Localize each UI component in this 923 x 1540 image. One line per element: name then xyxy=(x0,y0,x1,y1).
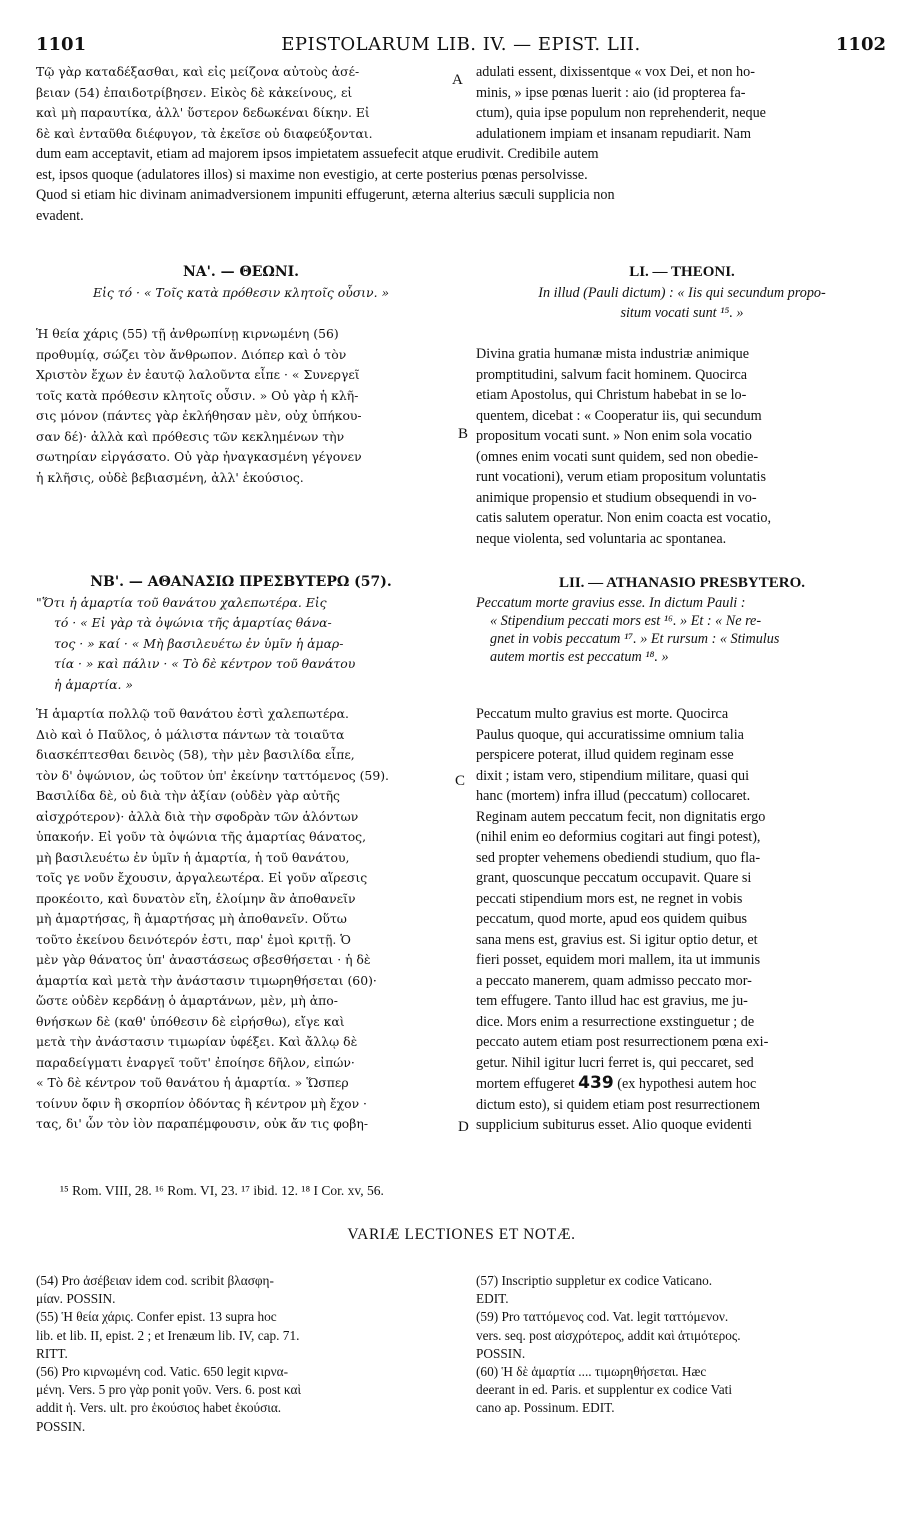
letter52-greek-heading: ΝΒ'. — ΑΘΑΝΑΣΙΩ ΠΡΕΣΒΥΤΕΡΩ (57). xyxy=(90,574,392,590)
text-line: « Τὸ δὲ κέντρον τοῦ θανάτου ἡ ἁμαρτία. » Ὥσπερ xyxy=(36,1075,349,1090)
text-line: dice. Mors enim a resurrectione exstinguetur ; de xyxy=(476,1013,755,1030)
text-line: tem effugere. Tanto illud hac est gravius, me ju- xyxy=(476,993,748,1009)
note-line: μίαν. POSSIN. xyxy=(36,1291,116,1307)
note-line: (57) Inscriptio suppletur ex codice Vaticano. xyxy=(476,1273,713,1288)
letter51-latin-heading: LI. — THEONI. xyxy=(629,264,735,280)
text-line: τοῦτο ἐκείνου δεινότερόν ἐστι, παρ' ἐμοὶ κριτῇ. Ὁ xyxy=(36,931,351,947)
text-line: promptitudini, salvum facit hominem. Quocirca xyxy=(476,366,748,383)
note-line: (60) Ἡ δὲ ἁμαρτία .... τιμωρηθήσεται. Hæc xyxy=(476,1364,707,1380)
note-line: lib. et lib. II, epist. 2 ; et Irenæum lib. IV, cap. 71. xyxy=(36,1327,300,1343)
text-line: Peccatum multo gravius est morte. Quocirca xyxy=(476,706,729,722)
letter51-latin-body xyxy=(476,344,888,549)
text-line: catis salutem operatur. Non enim coacta est vocatio, xyxy=(476,510,772,526)
note-line: (56) Pro κιρνωμένη cod. Vatic. 650 legit κιρνα- xyxy=(36,1364,289,1380)
letter52-greek-subtitle: ἡ ἁμαρτία. » xyxy=(54,676,133,692)
text-line: δὲ καὶ ἐνταῦθα διέφυγον, τὰ ἐκεῖσε οὐ διαφεύξονται. xyxy=(36,125,373,141)
text-line: adulati essent, dixissentque « vox Dei, et non ho- xyxy=(476,64,755,80)
text-line: dum eam acceptavit, etiam ad majorem ipsos impietatem assuefecit atque erudivit. Credibile autem xyxy=(36,146,599,162)
running-header xyxy=(36,34,886,58)
text-line: peccati stipendium mors est, ne regnet in vobis xyxy=(476,890,743,907)
letter52-latin-header xyxy=(476,572,888,666)
text-line: σαν δέ)· ἀλλὰ καὶ πρόθεσις τῶν κεκλημένων τὴν xyxy=(36,428,345,444)
text-line: Βασιλίδα δὲ, οὐ διὰ τὴν ἀξίαν (οὐδὲν γὰρ αὐτῆς xyxy=(36,788,340,803)
text-line: τας, δι' ὧν τὸν ἰὸν παραπέμφουσιν, οὐκ ἄν τις φοβη- xyxy=(36,1116,369,1131)
text-fragment: mortem effugeret xyxy=(476,1076,579,1092)
text-line: παραδείγματι ἐναργεῖ τοῦτ' ἐποίησε δῆλον, εἰπών· xyxy=(36,1054,355,1070)
text-line: διασκέπτεσθαι δεινὸς (58), τὴν μὲν βασιλίδα εἶπε, xyxy=(36,747,355,762)
running-title: EPISTOLARUM LIB. IV. — EPIST. LII. xyxy=(281,34,641,55)
letter52-latin-body xyxy=(476,704,888,1136)
text-line: supplicium subiturus esset. Alio quoque evidenti xyxy=(476,1117,752,1133)
text-line: ὥστε οὐδὲν κερδάνῃ ὁ ἁμαρτάνων, μὲν, μὴ ἀπο- xyxy=(36,993,338,1008)
letter51-greek-header xyxy=(36,262,446,303)
text-line: μὴ ἁμαρτήσας, ἢ ἁμαρτήσας μὴ ἀποθανεῖν. Οὕτω xyxy=(36,911,347,926)
text-line: etiam Apostolus, qui Christum habebat in se lo- xyxy=(476,387,747,403)
letter51-greek-body xyxy=(36,324,446,488)
column-number: 439 xyxy=(578,1073,614,1093)
letter52-greek-header xyxy=(36,572,446,695)
text-line: adulationem impiam et insanam repudiarit. Nam xyxy=(476,125,752,142)
note-line: EDIT. xyxy=(476,1291,509,1307)
note-line: deerant in ed. Paris. et supplentur ex codice Vati xyxy=(476,1382,733,1398)
text-line: μετὰ τὴν ἀνάστασιν τιμωρίαν ὑφέξει. Καὶ ἄλλῳ δὲ xyxy=(36,1034,358,1049)
letter52-greek-subtitle: τό · « Εἰ γὰρ τὰ ὀψώνια τῆς ἁμαρτίας θάνα- xyxy=(54,615,332,630)
text-line: Ἡ θεία χάρις (55) τῇ ἀνθρωπίνῃ κιρνωμένη (56) xyxy=(36,326,339,341)
text-line: σωτηρίαν εἰργάσατο. Οὐ γὰρ ἠναγκασμένη γέγονεν xyxy=(36,449,362,464)
text-line: αἰσχρότερον)· ἀλλὰ διὰ τὴν σφοδρὰν τῶν ἁλόντων xyxy=(36,808,359,824)
letter52-greek-subtitle: τος · » καί · « Μὴ βασιλευέτω ἐν ὑμῖν ἡ ἁμαρ- xyxy=(54,635,344,651)
text-line: Paulus quoque, qui accuratissime omnium talia xyxy=(476,726,744,743)
top-greek-text xyxy=(36,62,446,144)
notes-left-column xyxy=(36,1272,450,1436)
text-line: runt vocationi), verum etiam propositum voluntatis xyxy=(476,469,767,485)
text-line: dictum esto), si quidem etiam post resurrectionem xyxy=(476,1096,761,1113)
text-line: τοῖς γε νοῦν ἔχουσιν, ἀργαλεωτέρα. Εἰ γοῦν αἵρεσις xyxy=(36,870,368,885)
text-line: sed propter vehemens obediendi studium, quo fla- xyxy=(476,849,761,866)
letter51-greek-heading: ΝΑ'. — ΘΕΩΝΙ. xyxy=(182,264,300,280)
text-line: sana mens est, gravius est. Si igitur optio detur, et xyxy=(476,931,758,948)
text-line: grant, quoscunque peccatum occupavit. Quare si xyxy=(476,870,752,886)
text-line: προθυμίᾳ, σώζει τὸν ἄνθρωπον. Διόπερ καὶ ὁ τὸν xyxy=(36,346,347,362)
margin-letter-b: B xyxy=(458,426,469,442)
text-line: προκέοιτο, καὶ δυνατὸν εἴη, ἑλοίμην ἂν ἀποθανεῖν xyxy=(36,890,356,906)
text-line: propositum vocati sunt. » Non enim sola vocatio xyxy=(476,428,752,444)
text-line: ὑπακοήν. Εἰ γοῦν τὰ ὀψώνια τῆς ἁμαρτίας θάνατος, xyxy=(36,829,367,844)
text-line: perspicere poterat, illud quidem reginam esse xyxy=(476,747,734,763)
letter52-latin-heading: LII. — ATHANASIO PRESBYTERO. xyxy=(558,575,806,591)
text-line: μὴ βασιλευέτω ἐν ὑμῖν ἡ ἁμαρτία, ἡ τοῦ θανάτου, xyxy=(36,849,350,865)
text-line: a peccato manerem, quam admisso peccato mor- xyxy=(476,972,752,989)
text-line: Χριστὸν ἔχων ἐν ἑαυτῷ λαλοῦντα εἶπε · « Συνεργεῖ xyxy=(36,367,360,382)
letter52-latin-subtitle: autem mortis est peccatum ¹⁸. » xyxy=(490,649,669,665)
page-number-right: 1102 xyxy=(835,34,886,55)
text-line: hanc (mortem) infra illud (peccatum) collocaret. xyxy=(476,788,751,804)
text-line: Τῷ γὰρ καταδέξασθαι, καὶ εἰς μείζονα αὐτοὺς ἀσέ- xyxy=(36,64,360,79)
letter52-latin-subtitle: gnet in vobis peccatum ¹⁷. » Et rursum : « Stimulus xyxy=(490,631,780,647)
note-line: RITT. xyxy=(36,1345,68,1361)
text-line: Reginam autem peccatum fecit, non dignitatis ergo xyxy=(476,808,766,825)
text-line: τοῖς κατὰ πρόθεσιν κλητοῖς οὖσιν. » Οὐ γὰρ ἡ κλῆ- xyxy=(36,387,359,403)
text-line: σις μόνον (πάντες γὰρ ἐκλήθησαν μὲν, οὐχ ὑπήκου- xyxy=(36,408,362,423)
note-line: (59) Pro ταττόμενος cod. Vat. legit ταττόμενον. xyxy=(476,1309,729,1325)
note-line: (54) Pro ἀσέβειαν idem cod. scribit βλασφη- xyxy=(36,1273,274,1288)
text-line: βειαν (54) ἐπαιδοτρίβησεν. Εἰκὸς δὲ κἀκείνους, εἰ xyxy=(36,84,353,100)
text-line: μὲν γὰρ θάνατος ὑπ' ἀναστάσεως σβεσθήσεται · ἡ δὲ xyxy=(36,952,371,967)
text-line: ἁμαρτία καὶ μετὰ τὴν ἀνάστασιν τιμωρηθήσεται (60)· xyxy=(36,972,377,988)
text-line: (omnes enim vocati sunt quidem, sed non obedie- xyxy=(476,448,759,465)
letter51-latin-header xyxy=(476,262,888,324)
text-line: quentem, dicebat : « Cooperatur iis, qui secundum xyxy=(476,407,762,424)
text-line: fieri posset, equidem mori mallem, ita ut immunis xyxy=(476,952,761,968)
text-fragment: (ex hypothesi autem hoc xyxy=(613,1076,757,1092)
text-line: neque violenta, sed voluntaria ac spontanea. xyxy=(476,530,727,547)
note-line: POSSIN. xyxy=(476,1345,526,1361)
text-line: minis, » ipse pœnas luerit : aio (id propterea fa- xyxy=(476,84,746,101)
text-line: dixit ; istam vero, stipendium militare, quasi qui xyxy=(476,767,750,784)
text-line: θνήσκων δὲ (καθ' ὑπόθεσιν δὲ εἰρήσθω), εἴγε καὶ xyxy=(36,1013,345,1029)
text-line: est, ipsos quoque (adulatores illos) si maxime non evestigio, at certe posterius pœnas persolvisse. xyxy=(36,166,588,183)
letter51-latin-subtitle: In illud (Pauli dictum) : « Iis qui secundum propo- xyxy=(538,284,826,301)
letter51-greek-subtitle: Εἰς τό · « Τοῖς κατὰ πρόθεσιν κλητοῖς οὖσιν. » xyxy=(92,284,390,300)
note-line: vers. seq. post αἰσχρότερος, addit καὶ ἀτιμότερος. xyxy=(476,1327,741,1343)
text-line: animique propensio et studium obsequendi in vo- xyxy=(476,489,757,506)
note-line: addit ἡ. Vers. ult. pro ἑκούσιος habet ἑκούσια. xyxy=(36,1400,282,1416)
letter52-latin-subtitle: « Stipendium peccati mors est ¹⁶. » Et : « Ne re- xyxy=(490,613,762,629)
margin-letter-d: D xyxy=(458,1119,469,1135)
top-latin-text xyxy=(476,62,888,144)
text-line: (nihil enim eo deformius cogitari aut fingi potest), xyxy=(476,829,761,845)
text-line: ctum), quia ipse populum non reprehenderit, neque xyxy=(476,105,766,121)
text-line: evadent. xyxy=(36,207,84,224)
text-line: Ἡ ἁμαρτία πολλῷ τοῦ θανάτου ἐστὶ χαλεπωτέρα. xyxy=(36,706,349,721)
text-line: Διὸ καὶ ὁ Παῦλος, ὁ μάλιστα πάντων τὰ τοιαῦτα xyxy=(36,726,345,742)
letter52-greek-subtitle: τία · » καὶ πάλιν · « Τὸ δὲ κέντρον τοῦ θανάτου xyxy=(54,656,356,671)
margin-letter-a: A xyxy=(452,72,463,88)
footnotes: ¹⁵ Rom. VIII, 28. ¹⁶ Rom. VI, 23. ¹⁷ ibid. 12. ¹⁸ I Cor. xv, 56. xyxy=(60,1183,384,1198)
text-line: peccato autem etiam post resurrectionem pœna exi- xyxy=(476,1034,769,1050)
text-line: peccatum, quod morte, apud eos quidem quibus xyxy=(476,911,748,927)
top-latin-full-text xyxy=(36,144,888,226)
notes-right-column xyxy=(476,1272,888,1418)
letter52-greek-subtitle: "Ὅτι ἡ ἁμαρτία τοῦ θανάτου χαλεπωτέρα. Εἰς xyxy=(36,594,327,610)
note-line: (55) Ἡ θεία χάρις. Confer epist. 13 supra hoc xyxy=(36,1309,277,1325)
note-line: μένη. Vers. 5 pro γὰρ ponit γοῦν. Vers. 6. post καὶ xyxy=(36,1382,302,1398)
text-line: getur. Nihil igitur lucri ferret is, qui peccaret, sed xyxy=(476,1054,754,1071)
page-number-left: 1101 xyxy=(36,34,87,55)
text-line: τοίνυν ὄφιν ἢ σκορπίον ὀδόντας ἢ κέντρον μὴ ἔχον · xyxy=(36,1095,367,1111)
note-line: cano ap. Possinum. EDIT. xyxy=(476,1400,615,1416)
text-line: Divina gratia humanæ mista industriæ animique xyxy=(476,346,750,362)
text-line xyxy=(476,1073,888,1095)
variae-lectiones-title: VARIÆ LECTIONES ET NOTÆ. xyxy=(347,1226,576,1243)
letter51-latin-subtitle: situm vocati sunt ¹⁵. » xyxy=(620,305,744,321)
letter52-greek-body xyxy=(36,704,446,1135)
note-line: POSSIN. xyxy=(36,1418,86,1434)
text-line: Quod si etiam hic divinam animadversionem impuniti effugerunt, æterna alterius sæculi supplicia non xyxy=(36,187,615,203)
text-line: ἡ κλῆσις, οὐδὲ βεβιασμένη, ἀλλ' ἑκούσιος. xyxy=(36,469,304,485)
letter52-latin-subtitle: Peccatum morte gravius esse. In dictum Pauli : xyxy=(476,595,746,611)
margin-letter-c: C xyxy=(455,773,466,789)
text-line: τὸν δ' ὀψώνιον, ὡς τοῦτον ὑπ' ἐκείνην ταττόμενος (59). xyxy=(36,767,389,783)
text-line: καὶ μὴ παραυτίκα, ἀλλ' ὕστερον δεδωκέναι δίκην. Εἰ xyxy=(36,105,370,120)
